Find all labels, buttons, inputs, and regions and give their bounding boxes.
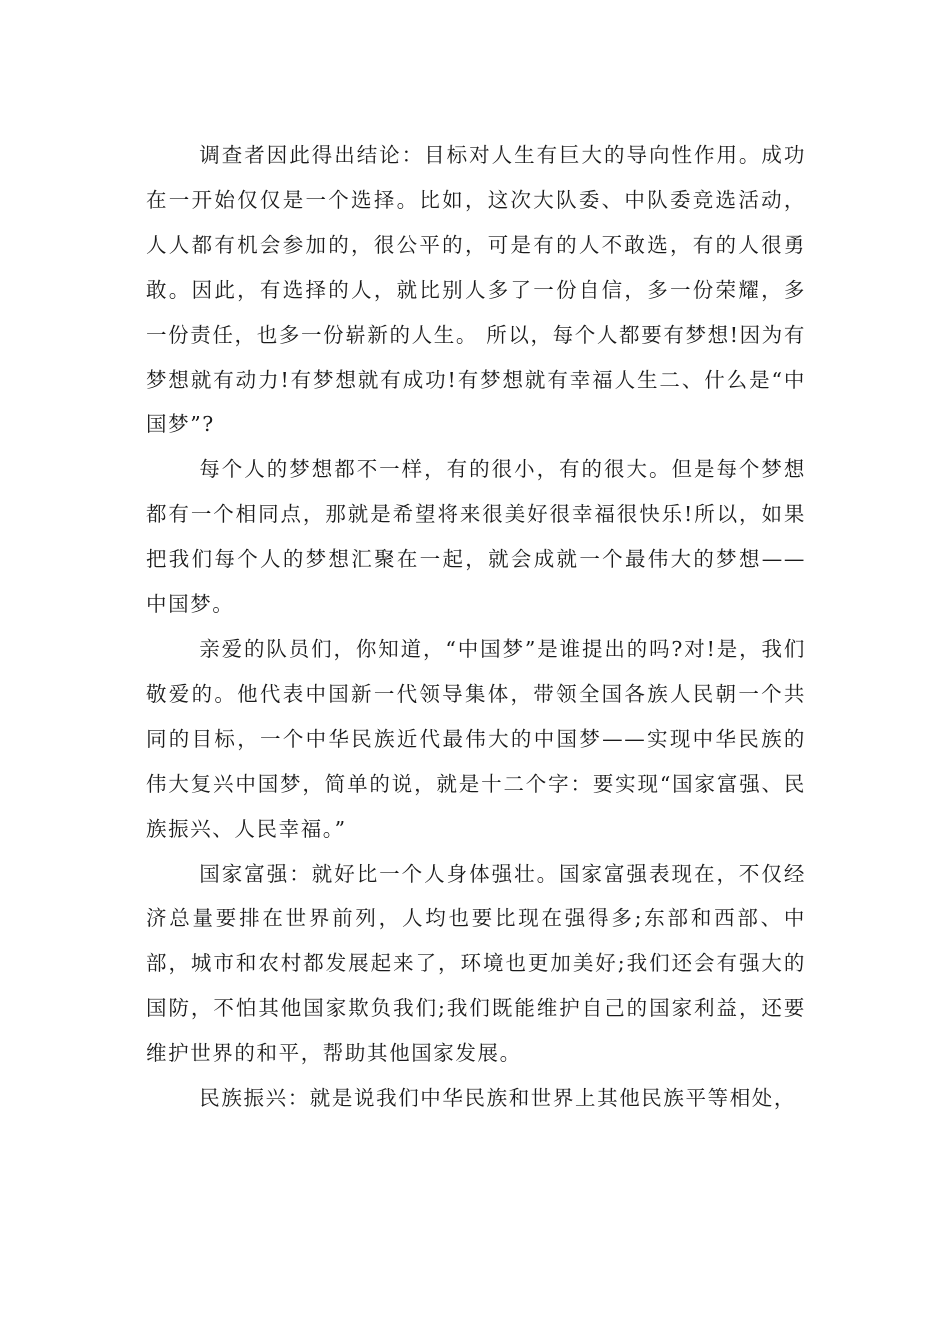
paragraph-who-proposed: 亲爱的队员们，你知道，“中国梦”是谁提出的吗?对!是，我们敬爱的。他代表中国新一代领导集体，带领全国各族人民朝一个共同的目标，一个中华民族近代最伟大的中国梦——实现中华民族的伟大复兴中国梦，简单的说，就是十二个字：要实现“国家富强、民族振兴、人民幸福。” (146, 636, 806, 841)
paragraph-survey-conclusion: 调查者因此得出结论：目标对人生有巨大的导向性作用。成功在一开始仅仅是一个选择。比如，这次大队委、中队委竞选活动，人人都有机会参加的，很公平的，可是有的人不敢选，有的人很勇敢。因此，有选择的人，就比别人多了一份自信，多一份荣耀，多一份责任，也多一份崭新的人生。 所以，每个人都要有梦想!因为有梦想就有动力!有梦想就有成功!有梦想就有幸福人生二、什么是“中国梦”? (146, 143, 806, 437)
paragraph-national-rejuvenation: 民族振兴：就是说我们中华民族和世界上其他民族平等相处， (199, 1086, 796, 1111)
paragraph-everyone-dreams: 每个人的梦想都不一样，有的很小，有的很大。但是每个梦想都有一个相同点，那就是希望将来很美好很幸福很快乐!所以，如果把我们每个人的梦想汇聚在一起，就会成就一个最伟大的梦想——中国梦。 (146, 457, 806, 617)
paragraph-nation-prosperity: 国家富强：就好比一个人身体强壮。国家富强表现在，不仅经济总量要排在世界前列，人均也要比现在强得多;东部和西部、中部，城市和农村都发展起来了，环境也更加美好;我们还会有强大的国防，不怕其他国家欺负我们;我们既能维护自己的国家利益，还要维护世界的和平，帮助其他国家发展。 (146, 861, 806, 1066)
document-body (146, 133, 806, 1121)
